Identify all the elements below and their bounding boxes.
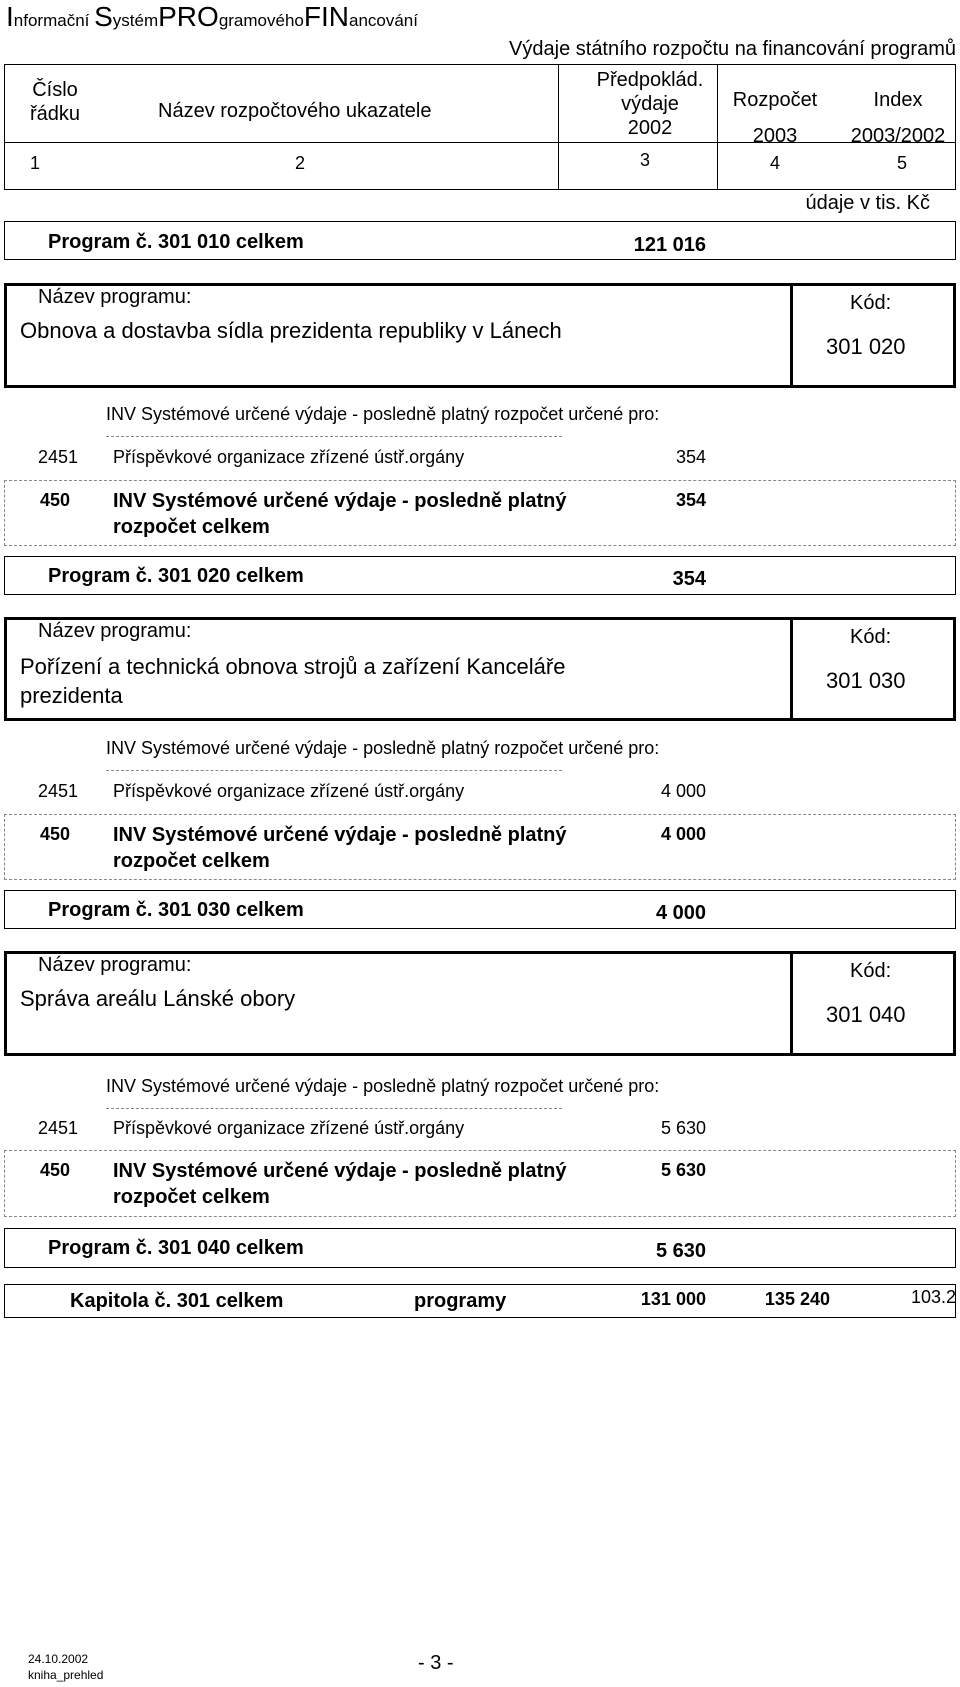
program-name-label: Název programu: (38, 620, 192, 642)
logo-s-rest: ystém (112, 11, 159, 30)
program-total-label: Program č. 301 020 celkem (48, 565, 304, 587)
row-value: 354 (675, 447, 706, 467)
subtotal-code: 450 (40, 490, 71, 510)
program-code: 301 020 (826, 334, 906, 359)
inv-header: INV Systémové určené výdaje - posledně platný rozpočet určené pro: (106, 404, 660, 424)
row-value: 5 630 (660, 1118, 706, 1138)
chapter-value-2003: 135 240 (764, 1289, 830, 1309)
subtotal-label: INV Systémové určené výdaje - posledně platný rozpočet celkem (113, 824, 567, 872)
col-header-row-number: Číslo řádku (29, 79, 81, 125)
row-label: Příspěvkové organizace zřízené ústř.orgány (113, 1118, 465, 1138)
program-total-label: Program č. 301 040 celkem (48, 1237, 304, 1259)
logo-fin-rest: ancování (348, 11, 418, 30)
program-total-value: 121 016 (633, 234, 706, 256)
program-name: Správa areálu Lánské obory (20, 986, 296, 1011)
program-code-label: Kód: (850, 960, 892, 982)
page-subtitle: Výdaje státního rozpočtu na financování programů (509, 38, 956, 60)
program-total-label: Program č. 301 030 celkem (48, 899, 304, 921)
chapter-index: 103.2 (910, 1287, 956, 1307)
col-number-2: 2 (295, 153, 306, 173)
col-header-expected-2002: Předpoklád. výdaje 2002 (596, 69, 704, 139)
row-label: Příspěvkové organizace zřízené ústř.orgány (113, 781, 465, 801)
program-code: 301 040 (826, 1002, 906, 1027)
chapter-total-label: Kapitola č. 301 celkem (70, 1290, 284, 1312)
subtotal-value: 354 (675, 490, 706, 510)
row-value: 4 000 (660, 781, 706, 801)
program-code: 301 030 (826, 668, 906, 693)
col-number-4: 4 (770, 153, 781, 173)
program-total-value: 4 000 (655, 902, 706, 924)
col-number-5: 5 (897, 153, 908, 173)
inv-header: INV Systémové určené výdaje - posledně platný rozpočet určené pro: (106, 1076, 660, 1096)
program-name-label: Název programu: (38, 954, 192, 976)
program-code-label: Kód: (850, 626, 892, 648)
col-number-1: 1 (30, 153, 41, 173)
subtotal-code: 450 (40, 1160, 71, 1180)
program-name: Obnova a dostavba sídla prezidenta republiky v Lánech (20, 318, 562, 343)
program-code-label: Kód: (850, 292, 892, 314)
col-header-indicator-name: Název rozpočtového ukazatele (158, 100, 432, 122)
subtotal-value: 5 630 (660, 1160, 706, 1180)
col-header-budget-2003: Rozpočet 2003 (732, 89, 818, 147)
subtotal-label: INV Systémové určené výdaje - posledně platný rozpočet celkem (113, 490, 567, 538)
logo-pro-rest: gramového (218, 11, 304, 30)
inv-header: INV Systémové určené výdaje - posledně platný rozpočet určené pro: (106, 738, 660, 758)
footer-date: 24.10.2002 (28, 1652, 89, 1666)
subtotal-label: INV Systémové určené výdaje - posledně platný rozpočet celkem (113, 1160, 567, 1208)
subtotal-value: 4 000 (660, 824, 706, 844)
program-total-value: 354 (672, 568, 706, 590)
footer-meta (28, 1651, 103, 1683)
chapter-programs-label: programy (414, 1290, 507, 1312)
program-total-value: 5 630 (655, 1240, 706, 1262)
row-code: 2451 (38, 781, 79, 801)
program-total-label: Program č. 301 010 celkem (48, 231, 304, 253)
logo-i: I (6, 1, 14, 32)
page-number: - 3 - (418, 1652, 454, 1674)
program-name: Pořízení a technická obnova strojů a zařízení Kanceláře prezidenta (20, 654, 566, 708)
logo (6, 0, 418, 39)
row-code: 2451 (38, 1118, 79, 1138)
subtotal-code: 450 (40, 824, 71, 844)
units-note: údaje v tis. Kč (805, 192, 930, 214)
logo-s: S (94, 1, 113, 32)
row-code: 2451 (38, 447, 79, 467)
program-name-label: Název programu: (38, 286, 192, 308)
footer-file: kniha_prehled (28, 1668, 104, 1682)
logo-fin: FIN (303, 1, 349, 32)
col-header-index: Index 2003/2002 (850, 89, 946, 147)
col-number-3: 3 (640, 150, 651, 170)
row-label: Příspěvkové organizace zřízené ústř.orgány (113, 447, 465, 467)
logo-pro: PRO (158, 1, 219, 32)
logo-i-rest: nformační (13, 11, 95, 30)
chapter-value-2002: 131 000 (640, 1289, 706, 1309)
